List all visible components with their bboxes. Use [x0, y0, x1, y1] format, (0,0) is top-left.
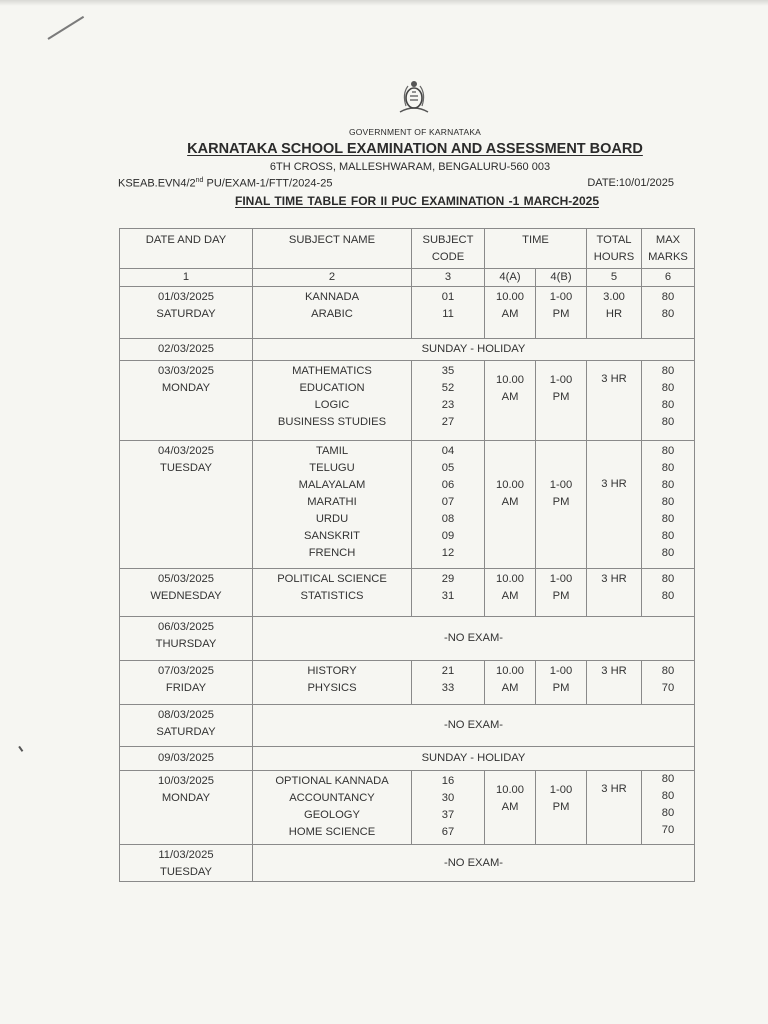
- time-end-cell: 1-00 PM: [536, 361, 587, 441]
- table-row: [120, 441, 695, 569]
- col-number: 6: [642, 269, 695, 287]
- issue-date: DATE:10/01/2025: [587, 177, 674, 189]
- subject-cell: OPTIONAL KANNADA ACCOUNTANCY GEOLOGY HOME SCIENCE: [253, 771, 412, 845]
- marks-cell: 80 80: [642, 287, 695, 339]
- time-start-cell: 10.00 AM: [485, 441, 536, 569]
- state-emblem-icon: [392, 76, 436, 116]
- table-row: [120, 339, 695, 361]
- date-cell: 10/03/2025 MONDAY: [120, 771, 253, 845]
- subject-cell: MATHEMATICS EDUCATION LOGIC BUSINESS STUDIES: [253, 361, 412, 441]
- table-row: [120, 845, 695, 882]
- holiday-note: SUNDAY - HOLIDAY: [253, 339, 695, 361]
- code-cell: 35 52 23 27: [412, 361, 485, 441]
- header-total-hours: TOTAL HOURS: [587, 229, 642, 269]
- timetable: [119, 228, 695, 882]
- col-number: 4(B): [536, 269, 587, 287]
- no-exam-note: -NO EXAM-: [253, 705, 695, 747]
- time-end-cell: 1-00 PM: [536, 771, 587, 845]
- col-number: 1: [120, 269, 253, 287]
- table-header-row: [120, 229, 695, 269]
- header-subject-name: SUBJECT NAME: [253, 229, 412, 269]
- date-cell: 11/03/2025 TUESDAY: [120, 845, 253, 882]
- government-heading: GOVERNMENT OF KARNATAKA: [348, 127, 482, 137]
- code-cell: 01 11: [412, 287, 485, 339]
- pen-stroke-small: [19, 746, 24, 752]
- hours-cell: 3 HR: [587, 441, 642, 569]
- date-cell: 07/03/2025 FRIDAY: [120, 661, 253, 705]
- date-cell: 03/03/2025 MONDAY: [120, 361, 253, 441]
- col-number: 3: [412, 269, 485, 287]
- no-exam-note: -NO EXAM-: [253, 845, 695, 882]
- scan-edge: [0, 0, 768, 6]
- hours-cell: 3 HR: [587, 661, 642, 705]
- time-end-cell: 1-00 PM: [536, 569, 587, 617]
- marks-cell: 80 80: [642, 569, 695, 617]
- date-cell: 05/03/2025 WEDNESDAY: [120, 569, 253, 617]
- marks-cell: 80 80 80 80 80 80 80: [642, 441, 695, 569]
- table-row: [120, 771, 695, 845]
- table-row: [120, 661, 695, 705]
- date-cell: 09/03/2025: [120, 747, 253, 771]
- date-cell: 02/03/2025: [120, 339, 253, 361]
- timetable-title: FINAL TIME TABLE FOR II PUC EXAMINATION -1 MARCH-2025: [234, 194, 599, 208]
- code-cell: 29 31: [412, 569, 485, 617]
- code-cell: 16 30 37 67: [412, 771, 485, 845]
- time-start-cell: 10.00 AM: [485, 287, 536, 339]
- board-title: KARNATAKA SCHOOL EXAMINATION AND ASSESSMENT BOARD: [187, 141, 643, 157]
- pen-stroke: [47, 16, 84, 40]
- table-row: [120, 569, 695, 617]
- date-cell: 01/03/2025 SATURDAY: [120, 287, 253, 339]
- time-start-cell: 10.00 AM: [485, 661, 536, 705]
- holiday-note: SUNDAY - HOLIDAY: [253, 747, 695, 771]
- hours-cell: 3 HR: [587, 361, 642, 441]
- time-start-cell: 10.00 AM: [485, 569, 536, 617]
- time-end-cell: 1-00 PM: [536, 441, 587, 569]
- time-end-cell: 1-00 PM: [536, 287, 587, 339]
- date-cell: 04/03/2025 TUESDAY: [120, 441, 253, 569]
- subject-cell: POLITICAL SCIENCE STATISTICS: [253, 569, 412, 617]
- code-cell: 04 05 06 07 08 09 12: [412, 441, 485, 569]
- board-address: 6TH CROSS, MALLESHWARAM, BENGALURU-560 003: [269, 161, 551, 173]
- subject-cell: TAMIL TELUGU MALAYALAM MARATHI URDU SANSKRIT FRENCH: [253, 441, 412, 569]
- col-number: 5: [587, 269, 642, 287]
- table-row: [120, 705, 695, 747]
- header-max-marks: MAX MARKS: [642, 229, 695, 269]
- col-number: 2: [253, 269, 412, 287]
- hours-cell: 3 HR: [587, 569, 642, 617]
- col-number: 4(A): [485, 269, 536, 287]
- table-row: [120, 287, 695, 339]
- column-number-row: [120, 269, 695, 287]
- subject-cell: HISTORY PHYSICS: [253, 661, 412, 705]
- table-row: [120, 361, 695, 441]
- time-start-cell: 10.00 AM: [485, 771, 536, 845]
- time-end-cell: 1-00 PM: [536, 661, 587, 705]
- header-time: TIME: [485, 229, 587, 269]
- header-subject-code: SUBJECT CODE: [412, 229, 485, 269]
- time-start-cell: 10.00 AM: [485, 361, 536, 441]
- header-date-day: DATE AND DAY: [120, 229, 253, 269]
- marks-cell: 80 80 80 80: [642, 361, 695, 441]
- hours-cell: 3.00 HR: [587, 287, 642, 339]
- code-cell: 21 33: [412, 661, 485, 705]
- date-cell: 06/03/2025 THURSDAY: [120, 617, 253, 661]
- marks-cell: 80 80 80 70: [642, 771, 695, 845]
- reference-number: KSEAB.EVN4/2nd PU/EXAM-1/FTT/2024-25: [118, 177, 333, 190]
- table-row: [120, 617, 695, 661]
- marks-cell: 80 70: [642, 661, 695, 705]
- table-row: [120, 747, 695, 771]
- hours-cell: 3 HR: [587, 771, 642, 845]
- subject-cell: KANNADA ARABIC: [253, 287, 412, 339]
- date-cell: 08/03/2025 SATURDAY: [120, 705, 253, 747]
- no-exam-note: -NO EXAM-: [253, 617, 695, 661]
